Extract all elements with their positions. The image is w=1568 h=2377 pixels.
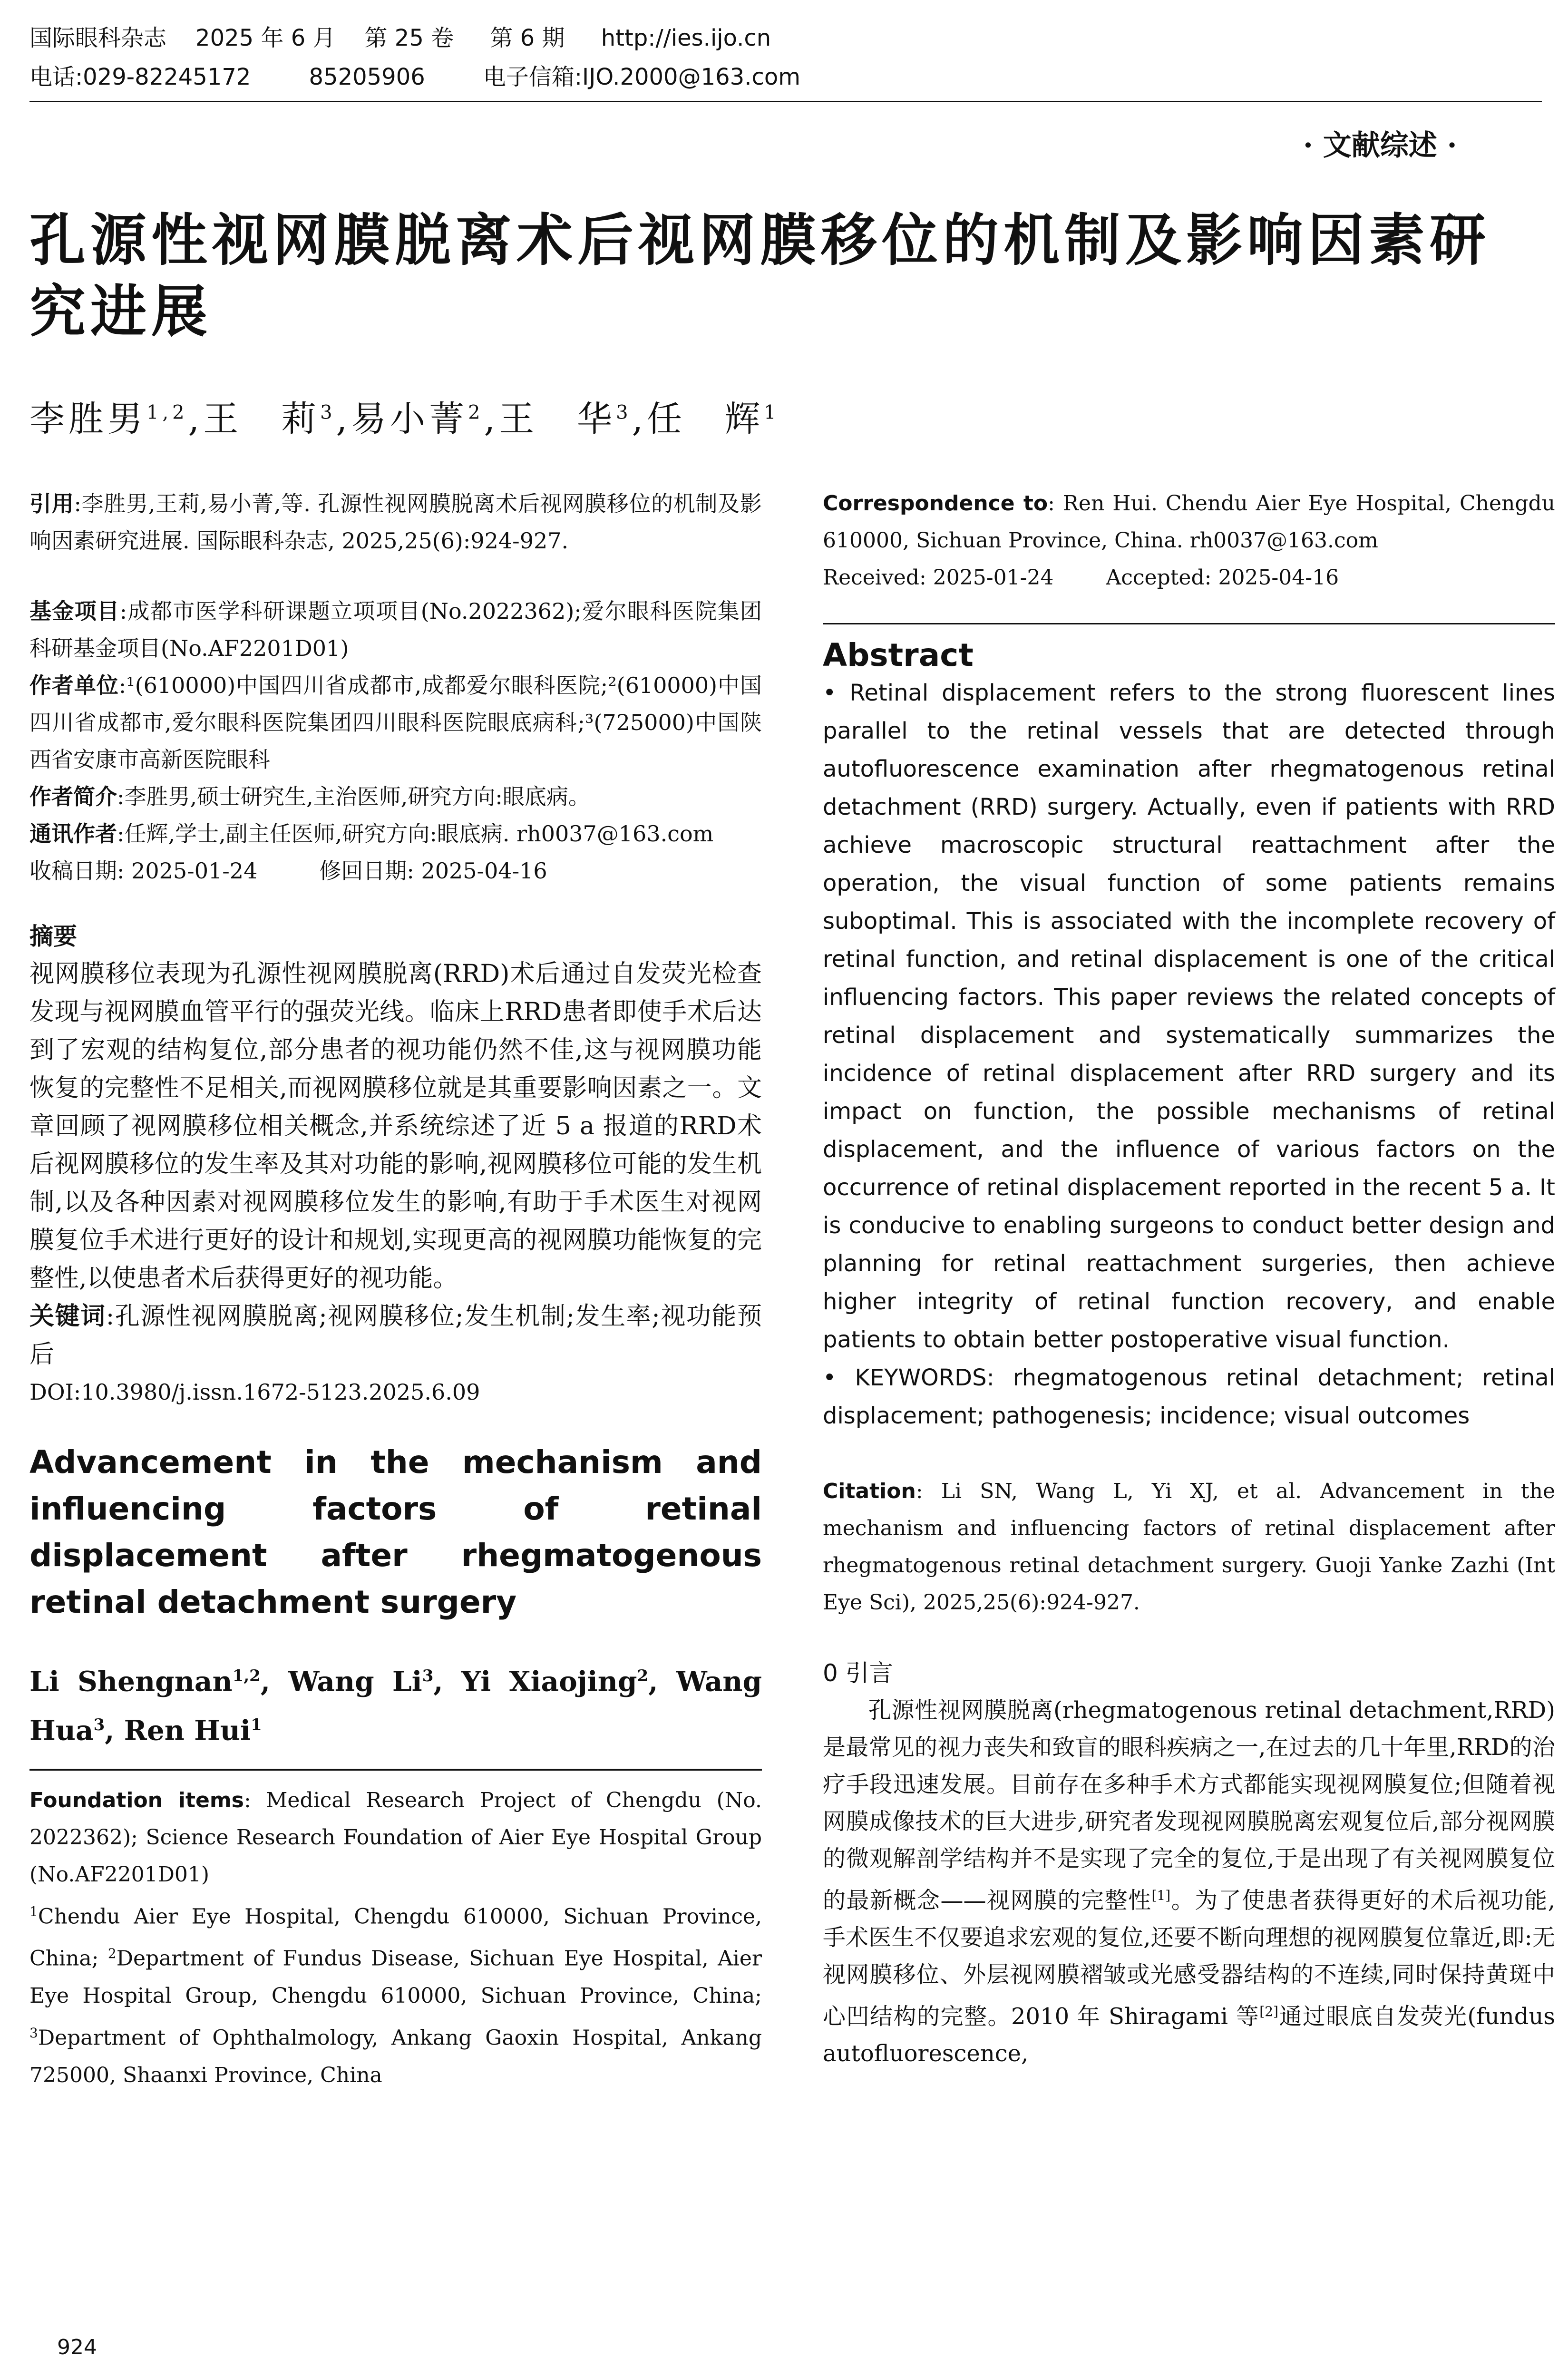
- abstract-text-zh: 视网膜移位表现为孔源性视网膜脱离(RRD)术后通过自发荧光检查发现与视网膜血管平行的强荧光线。临床上RRD患者即使手术后达到了宏观的结构复位,部分患者的视功能仍然不佳,这与视网膜功能恢复的完整性不足相关,而视网膜移位就是其重要影响因素之一。文章回顾了视网膜移位相关概念,并系统综述了近 5 a 报道的RRD术后视网膜移位的发生率及其对功能的影响,视网膜移位可能的发生机制,以及各种因素对视网膜移位发生的影响,有助于手术医生对视网膜复位手术进行更好的设计和规划,实现更高的视网膜功能恢复的完整性,以使患者术后获得更好的视功能。: [29, 960, 762, 1293]
- header-rule: [29, 101, 1542, 102]
- foundation-en: Foundation items: Medical Research Project of Chengdu (No. 2022362); Science Research Foundation of Aier Eye Hospital Group (No.AF2201D01): [29, 1788, 762, 1887]
- doi: DOI:10.3980/j.issn.1672-5123.2025.6.09: [29, 1379, 480, 1405]
- correspondence-en: Correspondence to: Ren Hui. Chendu Aier Eye Hospital, Chengdu 610000, Sichuan Province, China. rh0037@163.com: [823, 491, 1555, 553]
- keywords-en: • KEYWORDS: rhegmatogenous retinal detachment; retinal displacement; pathogenesis; incidence; visual outcomes: [823, 1364, 1555, 1429]
- abstract-heading-zh: 摘要: [29, 923, 77, 950]
- intro-text: 孔源性视网膜脱离(rhegmatogenous retinal detachment,RRD)是最常见的视力丧失和致盲的眼科疾病之一,在过去的几十年里,RRD的治疗手段迅速发展。目前存在多种手术方式都能实现视网膜复位;但随着视网膜成像技术的巨大进步,研究者发现视网膜脱离宏观复位后,部分视网膜的微观解剖学结构并不是实现了完全的复位,于是出现了有关视网膜复位的最新概念——视网膜的完整性[1]。为了使患者获得更好的术后视功能,手术医生不仅要追求宏观的复位,还要不断向理想的视网膜复位靠近,即:无视网膜移位、外层视网膜褶皱或光感受器结构的不连续,同时保持黄斑中心凹结构的完整。2010 年 Shiragami 等[2]通过眼底自发荧光(fundus autofluorescence,: [823, 1697, 1555, 2067]
- left-column: [29, 485, 762, 2094]
- affiliations-en: $^1$Chendu Aier Eye Hospital, Chengdu 610000, Sichuan Province, China; $^2$Department of Fundus Disease, Sichuan Eye Hospital, Aier Eye Hospital Group, Chengdu 610000, Sichuan Province, China; $^3$Department of Ophthalmology, Ankang Gaoxin Hospital, Ankang 725000, Shaanxi Province, China: [29, 1903, 762, 2087]
- affiliation-zh: 作者单位:¹(610000)中国四川省成都市,成都爱尔眼科医院;²(610000)中国四川省成都市,爱尔眼科医院集团四川眼科医院眼底病科;³(725000)中国陕西省安康市高新医院眼科: [29, 672, 762, 772]
- funding-zh: 基金项目:成都市医学科研课题立项项目(No.2022362);爱尔眼科医院集团科研基金项目(No.AF2201D01): [29, 598, 762, 661]
- intro-heading: 0 引言: [823, 1659, 893, 1687]
- page-number: 924: [57, 2335, 97, 2359]
- journal-header-line-2: 电话:029-82245172 85205906 电子信箱:IJO.2000@163.com: [29, 64, 800, 90]
- journal-header-line-1: 国际眼科杂志 2025 年 6 月 第 25 卷 第 6 期 http://ies.ijo.cn: [29, 25, 771, 51]
- right-column: [823, 485, 1555, 2072]
- corresponding-author-zh: 通讯作者:任辉,学士,副主任医师,研究方向:眼底病. rh0037@163.com: [29, 821, 714, 847]
- citation-en: Citation: Li SN, Wang L, Yi XJ, et al. Advancement in the mechanism and influencing factors of retinal displacement after rhegmatogenous retinal detachment surgery. Guoji Yanke Zazhi (Int Eye Sci), 2025,25(6):924-927.: [823, 1479, 1555, 1615]
- dates-en: Received: 2025-01-24 Accepted: 2025-04-16: [823, 565, 1339, 590]
- authors-en: Li Shengnan$^{1,2}$, Wang Li$^3$, Yi Xiaojing$^2$, Wang Hua$^3$, Ren Hui$^1$: [29, 1665, 762, 1747]
- author-bio-zh: 作者简介:李胜男,硕士研究生,主治医师,研究方向:眼底病。: [29, 784, 590, 809]
- article-title-zh-line-1: 孔源性视网膜脱离术后视网膜移位的机制及影响因素研: [29, 207, 1491, 273]
- dates-zh: 收稿日期: 2025-01-24 修回日期: 2025-04-16: [29, 858, 547, 884]
- article-title-zh-line-2: 究进展: [29, 279, 213, 344]
- article-title-en: Advancement in the mechanism and influencing factors of retinal displacement after rhegmatogenous retinal detachment surgery: [29, 1444, 762, 1620]
- abstract-heading-en: Abstract: [823, 637, 974, 673]
- authors-zh: 李胜男$^{1,2}$,王 莉$^3$,易小菁$^2$,王 华$^3$,任 辉$^1$: [29, 399, 780, 439]
- article-title-zh: [29, 205, 1551, 347]
- section-tag: · 文献综述 ·: [1303, 129, 1457, 162]
- keywords-zh: 关键词:孔源性视网膜脱离;视网膜移位;发生机制;发生率;视功能预后: [29, 1302, 762, 1369]
- abstract-text-en: • Retinal displacement refers to the strong fluorescent lines parallel to the retinal vessels that are detected through autofluorescence examination after rhegmatogenous retinal detachment (RRD) surgery. Actually, even if patients with RRD achieve macroscopic structural reattachment after the operation, the visual function of some patients remains suboptimal. This is associated with the incomplete recovery of retinal function, and retinal displacement is one of the critical influencing factors. This paper reviews the related concepts of retinal displacement and systematically summarizes the incidence of retinal displacement after RRD surgery and its impact on function, the possible mechanisms of retinal displacement, and the influence of various factors on the occurrence of retinal displacement reported in the recent 5 a. It is conducive to enabling surgeons to conduct better design and planning for retinal reattachment surgeries, then achieve higher integrity of retinal function recovery, and enable patients to obtain better postoperative visual function.: [823, 680, 1555, 1353]
- citation-zh: 引用:李胜男,王莉,易小菁,等. 孔源性视网膜脱离术后视网膜移位的机制及影响因素研究进展. 国际眼科杂志, 2025,25(6):924-927.: [29, 491, 762, 554]
